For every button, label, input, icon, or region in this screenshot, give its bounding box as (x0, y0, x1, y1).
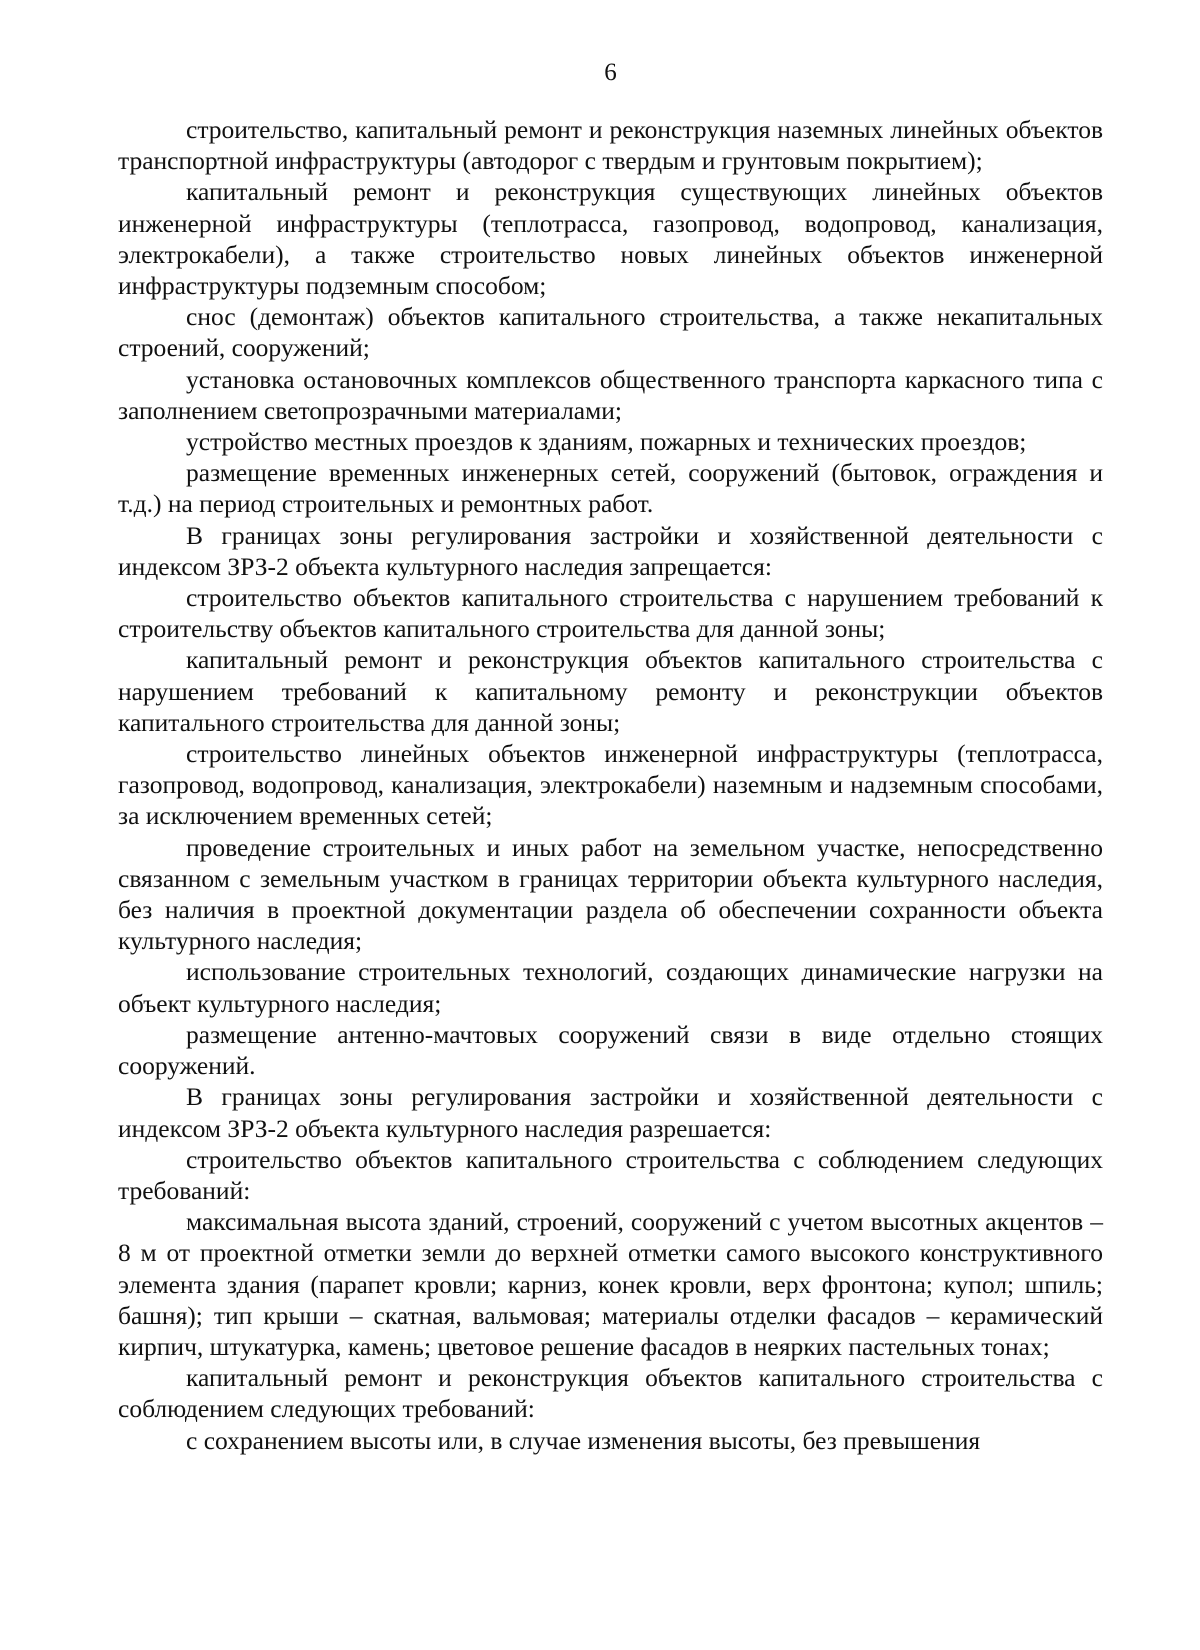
paragraph-13: размещение антенно-мачтовых сооружений связи в виде отдельно стоящих сооружений. (118, 1019, 1103, 1081)
document-page (118, 0, 1103, 1650)
paragraph-2: капитальный ремонт и реконструкция существующих линейных объектов инженерной инфраструктуры (теплотрасса, газопровод, водопровод, канализация, электрокабели), а также строительство новых линейных объектов инженерной инфраструктуры подземным способом; (118, 177, 1103, 301)
paragraph-17: капитальный ремонт и реконструкция объектов капитального строительства с соблюдением следующих требований: (118, 1363, 1103, 1424)
page-number: 6 (604, 59, 617, 86)
paragraph-5: устройство местных проездов к зданиям, пожарных и технических проездов; (186, 427, 1027, 457)
paragraph-1: строительство, капитальный ремонт и реконструкция наземных линейных объектов транспортной инфраструктуры (автодорог с твердым и грунтовым покрытием); (118, 115, 1103, 176)
paragraph-15: строительство объектов капитального строительства с соблюдением следующих требований: (118, 1144, 1103, 1205)
paragraph-7: В границах зоны регулирования застройки и хозяйственной деятельности с индексом ЗРЗ-2 объекта культурного наследия запрещается: (118, 520, 1103, 581)
paragraph-8: строительство объектов капитального строительства с нарушением требований к строительству объектов капитального строительства для данной зоны; (118, 583, 1103, 644)
paragraph-12: использование строительных технологий, создающих динамические нагрузки на объект культурного наследия; (118, 957, 1103, 1018)
paragraph-4: установка остановочных комплексов общественного транспорта каркасного типа с заполнением светопрозрачными материалами; (118, 364, 1103, 425)
paragraph-16: максимальная высота зданий, строений, сооружений с учетом высотных акцентов – 8 м от проектной отметки земли до верхней отметки самого высокого конструктивного элемента здания (парапет кровли; карниз, конек кровли, верх фронтона; купол; шпиль; башня); тип крыши – скатная, вальмовая; материалы отделки фасадов – керамический кирпич, штукатурка, камень; цветовое решение фасадов в неярких пастельных тонах; (118, 1207, 1103, 1361)
paragraph-11: проведение строительных и иных работ на земельном участке, непосредственно связанном с земельным участком в границах территории объекта культурного наследия, без наличия в проектной документации раздела об обеспечении сохранности объекта культурного наследия; (118, 832, 1103, 956)
paragraph-3: снос (демонтаж) объектов капитального строительства, а также некапитальных строений, сооружений; (118, 302, 1103, 363)
paragraph-14: В границах зоны регулирования застройки и хозяйственной деятельности с индексом ЗРЗ-2 объекта культурного наследия разрешается: (118, 1082, 1103, 1143)
paragraph-10: строительство линейных объектов инженерной инфраструктуры (теплотрасса, газопровод, водопровод, канализация, электрокабели) наземным и надземным способами, за исключением временных сетей; (118, 739, 1103, 831)
paragraph-18: с сохранением высоты или, в случае изменения высоты, без превышения (186, 1425, 981, 1455)
paragraph-9: капитальный ремонт и реконструкция объектов капитального строительства с нарушением требований к капитальному ремонту и реконструкции объектов капитального строительства для данной зоны; (118, 645, 1103, 737)
document-body (118, 114, 1103, 1456)
paragraph-6: размещение временных инженерных сетей, сооружений (бытовок, ограждения и т.д.) на период строительных и ремонтных работ. (118, 458, 1103, 519)
